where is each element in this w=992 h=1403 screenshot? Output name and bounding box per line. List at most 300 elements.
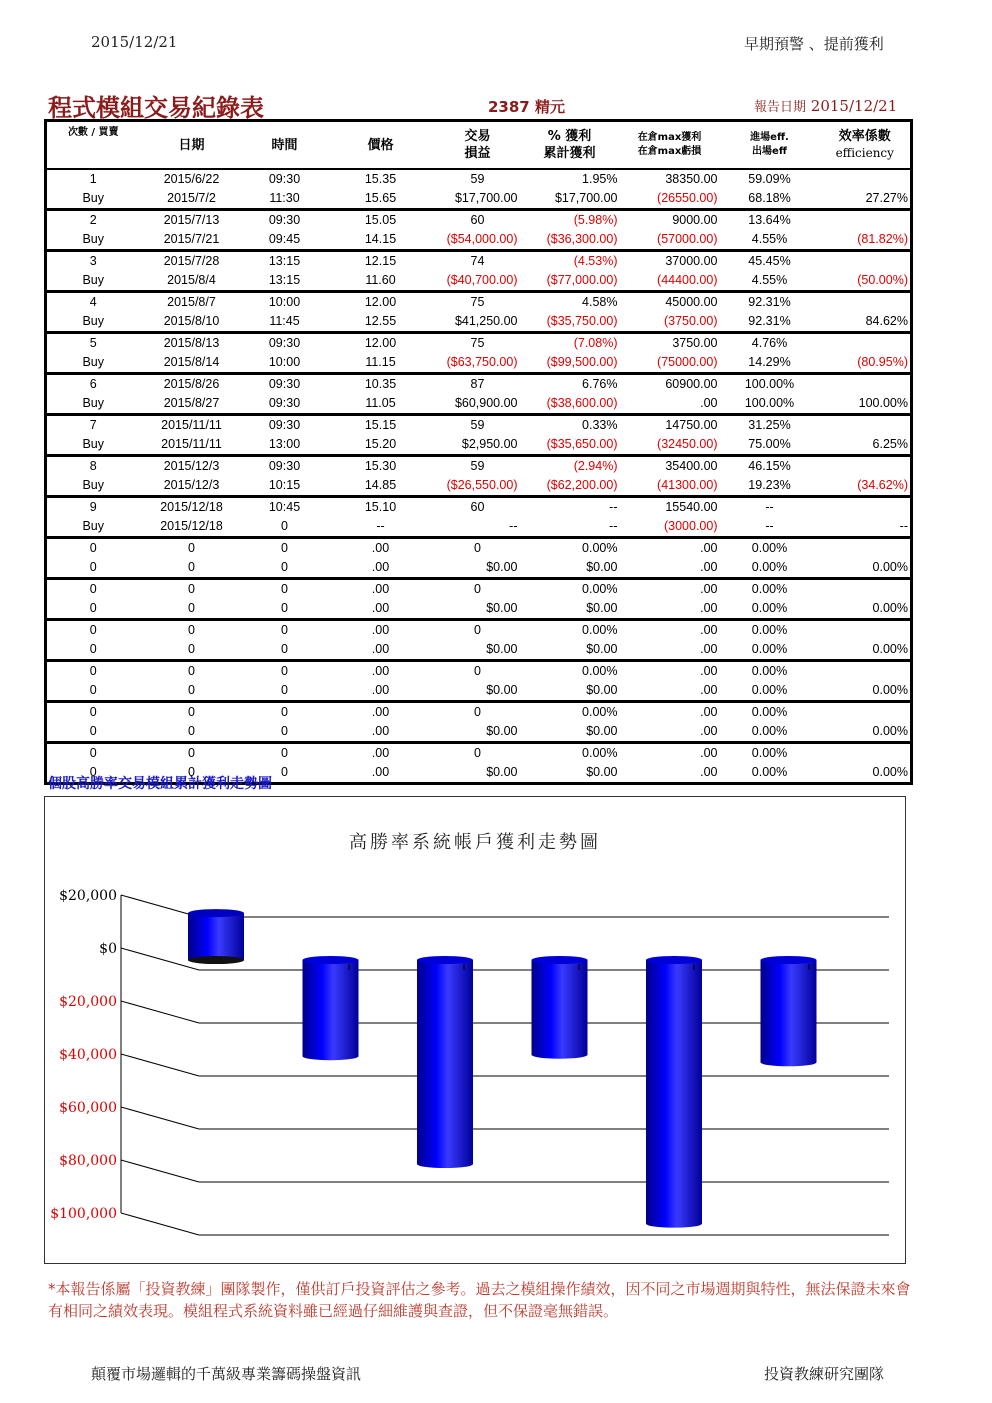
y-tick-label: $20,000 [59, 888, 117, 904]
table-cell: 0 [140, 558, 244, 579]
table-cell: $0.00 [436, 763, 520, 784]
table-cell: .00 [700, 746, 718, 760]
table-cell: .00 [620, 640, 720, 661]
table-cell: $0.00 [436, 640, 520, 661]
table-cell [820, 620, 912, 641]
report-date-value: 2015/12/21 [810, 97, 898, 115]
table-cell: .00 [620, 763, 720, 784]
table-cell: 0 [281, 623, 288, 637]
table-cell: 7 [89, 418, 97, 432]
table-cell: 12.15 [364, 254, 397, 268]
table-cell: 0.00% [751, 746, 788, 760]
table-cell: 100.00% [820, 394, 912, 415]
table-cell: 09:30 [268, 213, 301, 227]
bar-top-cap [417, 956, 473, 964]
table-cell: .00 [620, 558, 720, 579]
table-cell: 0.00% [582, 705, 618, 719]
table-cell: .00 [371, 664, 390, 678]
table-cell: ($40,700.00) [436, 271, 520, 292]
table-row [46, 579, 912, 600]
table-cell: .00 [326, 558, 436, 579]
table-cell: 1.95% [582, 172, 618, 186]
table-cell: -- [326, 517, 436, 538]
table-cell: 0.00% [582, 664, 618, 678]
table-cell: 60 [470, 500, 485, 514]
table-cell: 2015/12/3 [163, 459, 220, 473]
table-cell: .00 [326, 763, 436, 784]
col-eff-1: 效率係數 [838, 129, 891, 144]
table-cell: 0.00% [820, 558, 912, 579]
table-cell: ($63,750.00) [436, 353, 520, 374]
table-cell [820, 292, 912, 313]
table-cell: 11.15 [326, 353, 436, 374]
table-cell: 2 [89, 213, 97, 227]
table-cell: 45000.00 [665, 295, 718, 309]
table-cell: ($77,000.00) [520, 271, 620, 292]
table-cell: 0.00% [720, 722, 820, 743]
chart-heading: 個股高勝率交易模組累計獲利走勢圖 [48, 776, 272, 792]
table-cell: 0 [89, 664, 97, 678]
table-cell: 0 [281, 582, 288, 596]
chart-title: 高勝率系統帳戶獲利走勢圖 [349, 832, 601, 853]
table-cell: -- [720, 517, 820, 538]
table-cell: Buy [46, 312, 140, 333]
table-cell: $0.00 [520, 763, 620, 784]
table-cell: 0 [140, 722, 244, 743]
col-seq: 次數 / 買賣 [46, 121, 140, 170]
table-cell: 12.00 [364, 295, 397, 309]
table-cell: 0 [89, 541, 97, 555]
col-pct-2: 累計獲利 [543, 146, 596, 161]
table-cell: 4.55% [720, 271, 820, 292]
table-row [46, 251, 912, 272]
table-cell: 4.55% [720, 230, 820, 251]
table-cell: (50.00%) [820, 271, 912, 292]
grid-diagonal [121, 1054, 199, 1076]
table-cell: 0.00% [820, 681, 912, 702]
table-cell: -- [436, 517, 520, 538]
table-cell: 0 [140, 763, 244, 784]
page-title: 程式模組交易紀錄表 [48, 94, 264, 122]
table-cell: $0.00 [520, 722, 620, 743]
table-cell: 0 [89, 623, 97, 637]
table-cell: 0 [140, 681, 244, 702]
table-cell: 0 [244, 763, 326, 784]
profit-chart-svg [45, 797, 905, 1263]
bar-top-cap [303, 956, 359, 964]
table-cell: -- [609, 500, 618, 514]
table-cell: 0 [281, 746, 288, 760]
table-cell: 0.00% [820, 722, 912, 743]
table-cell: 60900.00 [665, 377, 718, 391]
bar-top-cap [646, 956, 702, 964]
bar [188, 913, 244, 960]
table-cell: 3 [89, 254, 97, 268]
table-cell: 12.55 [326, 312, 436, 333]
table-cell: $2,950.00 [436, 435, 520, 456]
bar-top-cap [532, 956, 588, 964]
table-cell: Buy [46, 271, 140, 292]
table-cell: 0 [474, 664, 481, 678]
table-cell: 0.00% [751, 541, 788, 555]
table-cell [820, 169, 912, 189]
table-cell: 35400.00 [665, 459, 718, 473]
table-cell: (57000.00) [620, 230, 720, 251]
bar [532, 960, 588, 1055]
table-cell: 59.09% [748, 172, 791, 186]
table-cell: 0 [474, 705, 481, 719]
table-cell: 100.00% [720, 394, 820, 415]
table-cell: 3750.00 [672, 336, 718, 350]
table-cell: 0 [474, 541, 481, 555]
table-cell: 2015/6/22 [163, 172, 220, 186]
table-cell: 74 [470, 254, 485, 268]
table-cell: 0.00% [582, 582, 618, 596]
table-cell: Buy [46, 435, 140, 456]
table-cell: 0.00% [820, 599, 912, 620]
table-cell: 75.00% [720, 435, 820, 456]
table-cell: 92.31% [748, 295, 791, 309]
table-cell: $0.00 [436, 599, 520, 620]
table-cell: $0.00 [520, 558, 620, 579]
table-row [46, 292, 912, 313]
table-cell: 11.60 [326, 271, 436, 292]
y-tick-label: $40,000 [59, 1047, 117, 1063]
table-cell: $17,700.00 [436, 189, 520, 210]
table-cell: 6.25% [820, 435, 912, 456]
table-cell: 0.00% [820, 640, 912, 661]
table-cell: ($26,550.00) [436, 476, 520, 497]
header-date: 2015/12/21 [91, 33, 178, 51]
table-cell: 0 [474, 582, 481, 596]
bar-bottom-cap [646, 1220, 702, 1228]
table-cell: 0 [281, 541, 288, 555]
table-row [46, 312, 912, 333]
table-cell: $0.00 [520, 681, 620, 702]
table-cell: 0.00% [751, 582, 788, 596]
table-row [46, 415, 912, 436]
table-cell: .00 [371, 541, 390, 555]
table-row [46, 353, 912, 374]
table-row [46, 394, 912, 415]
table-cell: 15.65 [326, 189, 436, 210]
bar-bottom-cap [761, 1058, 817, 1066]
table-cell: .00 [326, 722, 436, 743]
table-cell: 09:45 [244, 230, 326, 251]
table-cell [820, 661, 912, 682]
table-cell: $0.00 [436, 722, 520, 743]
table-cell: 0 [188, 541, 195, 555]
table-cell: .00 [620, 599, 720, 620]
table-cell: (3000.00) [620, 517, 720, 538]
table-cell: 4 [89, 295, 97, 309]
table-cell: 0 [474, 623, 481, 637]
col-pct [520, 121, 620, 170]
table-row [46, 722, 912, 743]
table-cell: (32450.00) [620, 435, 720, 456]
table-row [46, 435, 912, 456]
table-cell: .00 [371, 582, 390, 596]
table-cell: 12.00 [364, 336, 397, 350]
table-cell: 27.27% [820, 189, 912, 210]
table-cell: 2015/7/28 [163, 254, 220, 268]
table-cell: Buy [46, 517, 140, 538]
table-cell: Buy [46, 476, 140, 497]
table-cell: 37000.00 [665, 254, 718, 268]
table-cell: 15.05 [364, 213, 397, 227]
table-cell: 8 [89, 459, 97, 473]
table-cell: 92.31% [720, 312, 820, 333]
table-cell: $0.00 [520, 640, 620, 661]
table-cell: 13.64% [748, 213, 791, 227]
table-cell [820, 456, 912, 477]
table-cell: .00 [326, 681, 436, 702]
table-row [46, 538, 912, 559]
table-cell: 0 [188, 664, 195, 678]
table-cell: (41300.00) [620, 476, 720, 497]
table-cell: Buy [46, 230, 140, 251]
col-eff-out: 出場eff [752, 146, 787, 157]
table-cell: 2015/7/21 [140, 230, 244, 251]
table-cell [820, 538, 912, 559]
table-cell: 11.05 [326, 394, 436, 415]
table-cell: 0 [46, 640, 140, 661]
table-cell: 84.62% [820, 312, 912, 333]
table-row [46, 558, 912, 579]
table-cell: 87 [470, 377, 485, 391]
bar-bottom-cap [417, 1160, 473, 1168]
table-cell: 0.00% [720, 640, 820, 661]
profit-chart [44, 796, 906, 1264]
table-cell: 15.10 [364, 500, 397, 514]
table-cell: 09:30 [268, 418, 301, 432]
col-efficiency [820, 121, 912, 170]
bar-bottom-cap [532, 1051, 588, 1059]
table-cell: $0.00 [436, 558, 520, 579]
table-cell: 09:30 [268, 336, 301, 350]
table-cell: 2015/12/18 [160, 500, 223, 514]
table-row [46, 374, 912, 395]
bar-base-cap [188, 956, 244, 964]
table-cell: .00 [620, 394, 720, 415]
table-cell: .00 [620, 681, 720, 702]
grid-diagonal [121, 948, 199, 970]
grid-diagonal [121, 1213, 199, 1235]
col-maxgain: 在倉max獲利 [637, 132, 702, 143]
table-cell [820, 702, 912, 723]
table-cell [820, 497, 912, 518]
table-cell: 46.15% [748, 459, 791, 473]
col-maxloss: 在倉max虧損 [637, 146, 702, 157]
trade-table [44, 119, 913, 785]
table-cell [820, 374, 912, 395]
table-cell: 13:00 [244, 435, 326, 456]
table-cell: 2015/8/10 [140, 312, 244, 333]
table-cell: .00 [620, 722, 720, 743]
table-cell: .00 [700, 541, 718, 555]
table-cell: 10.35 [364, 377, 397, 391]
col-date: 日期 [140, 121, 244, 170]
table-cell: 15540.00 [665, 500, 718, 514]
table-cell: 9000.00 [672, 213, 718, 227]
table-cell: 0 [244, 599, 326, 620]
table-cell [820, 210, 912, 231]
table-cell: 0 [89, 746, 97, 760]
table-cell [820, 579, 912, 600]
table-cell: 11:45 [244, 312, 326, 333]
col-price: 價格 [326, 121, 436, 170]
bar-top-cap [188, 909, 244, 917]
table-cell: 0 [46, 558, 140, 579]
table-cell: 10:00 [268, 295, 301, 309]
table-row [46, 456, 912, 477]
bar [303, 960, 359, 1056]
table-cell: 15.35 [364, 172, 397, 186]
table-row [46, 640, 912, 661]
grid-diagonal [121, 1001, 199, 1023]
col-eff-in: 進場eff. [750, 132, 789, 143]
stock-name: 2387 精元 [488, 98, 565, 116]
header-tagline: 早期預警 、提前獲利 [744, 35, 884, 53]
table-cell: 2015/8/7 [167, 295, 216, 309]
table-cell: 2015/8/26 [163, 377, 220, 391]
col-pct-1: % 獲利 [547, 129, 592, 144]
table-cell: (80.95%) [820, 353, 912, 374]
table-cell: 13:15 [268, 254, 301, 268]
col-eff-2: efficiency [835, 146, 894, 160]
table-cell: 1 [89, 172, 97, 186]
col-pnl [436, 121, 520, 170]
table-cell: 0 [140, 599, 244, 620]
table-cell: 0.00% [751, 705, 788, 719]
table-row [46, 661, 912, 682]
table-cell: (4.53%) [573, 254, 618, 268]
report-date [754, 96, 897, 115]
table-cell: (26550.00) [620, 189, 720, 210]
table-cell: 0 [188, 623, 195, 637]
table-cell: 0 [188, 582, 195, 596]
table-cell: 0 [244, 640, 326, 661]
table-cell: 15.20 [326, 435, 436, 456]
table-cell: 0 [474, 746, 481, 760]
table-row [46, 620, 912, 641]
table-cell: ($38,600.00) [520, 394, 620, 415]
footer-left: 顛覆市場邏輯的千萬級專業籌碼操盤資訊 [91, 1365, 362, 1383]
table-row [46, 743, 912, 764]
table-cell: 0.00% [582, 746, 618, 760]
table-cell: 2015/7/2 [140, 189, 244, 210]
table-cell: 10:00 [244, 353, 326, 374]
table-cell: 19.23% [720, 476, 820, 497]
table-header [46, 121, 912, 170]
table-cell: 2015/12/18 [140, 517, 244, 538]
table-cell: 4.58% [582, 295, 618, 309]
table-cell: 09:30 [268, 459, 301, 473]
table-cell: 0.00% [820, 763, 912, 784]
table-row [46, 599, 912, 620]
table-cell: .00 [371, 705, 390, 719]
table-cell: 38350.00 [665, 172, 718, 186]
table-cell: 0 [46, 722, 140, 743]
y-tick-label: $60,000 [59, 1100, 117, 1116]
table-row [46, 169, 912, 189]
table-cell: .00 [326, 599, 436, 620]
table-cell: (7.08%) [573, 336, 618, 350]
col-time: 時間 [244, 121, 326, 170]
table-cell: (3750.00) [620, 312, 720, 333]
col-max [620, 121, 720, 170]
table-cell: 11:30 [244, 189, 326, 210]
table-cell: 15.15 [364, 418, 397, 432]
table-cell: 09:30 [268, 172, 301, 186]
col-pnl-1: 交易 [464, 129, 491, 144]
table-cell: ($54,000.00) [436, 230, 520, 251]
bar [646, 960, 702, 1224]
disclaimer: *本報告係屬「投資教練」團隊製作，僅供訂戶投資評估之參考。過去之模組操作績效，因不同之市場週期與特性，無法保證未來會有相同之績效表現。模組程式系統資料雖已經過仔細維護與查證，但不保證毫無錯誤。 [48, 1280, 911, 1320]
table-cell: 0 [89, 705, 97, 719]
table-cell: $41,250.00 [436, 312, 520, 333]
table-cell: 0 [281, 705, 288, 719]
table-cell: .00 [700, 582, 718, 596]
table-cell: 60 [470, 213, 485, 227]
table-cell [820, 415, 912, 436]
y-tick-label: $0 [99, 941, 117, 957]
table-row [46, 681, 912, 702]
table-cell: 10:15 [244, 476, 326, 497]
table-cell: 0 [140, 640, 244, 661]
table-cell: 31.25% [748, 418, 791, 432]
table-cell: 68.18% [720, 189, 820, 210]
table-cell: Buy [46, 189, 140, 210]
table-cell: (34.62%) [820, 476, 912, 497]
table-cell: 2015/8/14 [140, 353, 244, 374]
table-cell: 0.00% [720, 599, 820, 620]
table-cell: 0 [244, 517, 326, 538]
table-cell: .00 [700, 705, 718, 719]
table-cell: 14.29% [720, 353, 820, 374]
table-cell: 4.76% [751, 336, 788, 350]
table-cell: 0.00% [720, 763, 820, 784]
table-cell: 2015/8/4 [140, 271, 244, 292]
table-cell: 75 [470, 295, 485, 309]
table-cell: 2015/11/11 [161, 418, 222, 432]
table-cell: .00 [371, 623, 390, 637]
grid-diagonal [121, 1107, 199, 1129]
table-cell: 45.45% [748, 254, 791, 268]
table-row [46, 497, 912, 518]
table-row [46, 230, 912, 251]
table-cell: 10:45 [268, 500, 301, 514]
table-cell: 15.30 [364, 459, 397, 473]
table-cell: 2015/11/11 [140, 435, 244, 456]
table-cell: .00 [700, 623, 718, 637]
table-cell [820, 743, 912, 764]
table-cell: $0.00 [520, 599, 620, 620]
table-cell: -- [520, 517, 620, 538]
table-cell: 2015/8/13 [163, 336, 220, 350]
table-cell: ($62,200.00) [520, 476, 620, 497]
table-cell: 0 [244, 558, 326, 579]
table-cell [820, 251, 912, 272]
table-cell: $0.00 [436, 681, 520, 702]
y-tick-label: $80,000 [59, 1153, 117, 1169]
table-cell: ($36,300.00) [520, 230, 620, 251]
table-cell: -- [820, 517, 912, 538]
table-cell: (44400.00) [620, 271, 720, 292]
table-cell: 0.33% [582, 418, 618, 432]
table-cell: 0.00% [751, 664, 788, 678]
table-cell: 0.00% [582, 623, 618, 637]
